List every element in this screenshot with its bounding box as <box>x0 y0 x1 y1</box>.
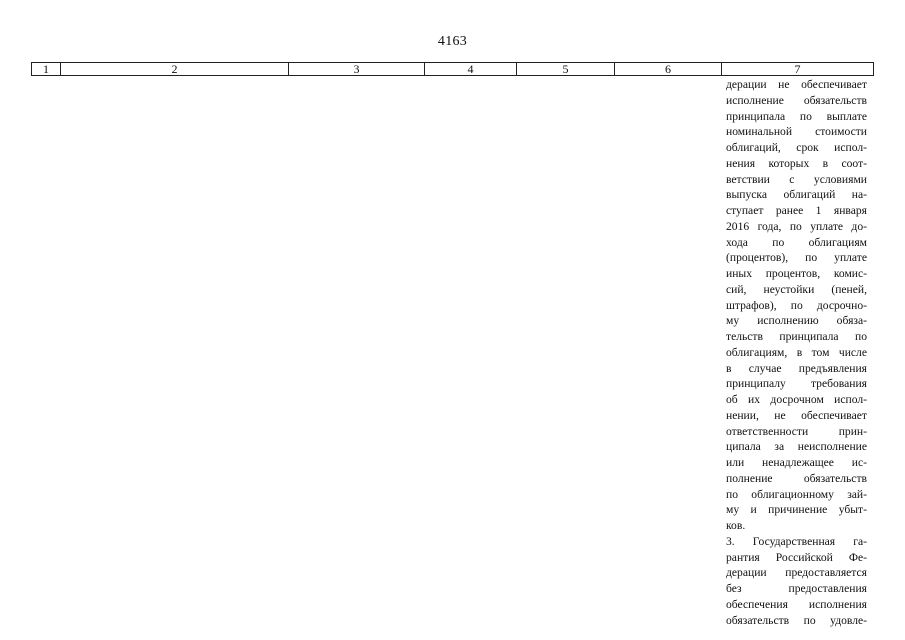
column-7-line: нения которых в соот- <box>726 156 867 170</box>
column-header-7: 7 <box>794 62 801 76</box>
column-7-line: об их досрочном испол- <box>726 393 867 406</box>
column-7-line: облигаций, срок испол- <box>726 141 867 154</box>
column-header-2: 2 <box>61 63 289 75</box>
column-7-line: ветствии с условиями <box>726 172 867 186</box>
page-number: 4163 <box>437 34 468 49</box>
column-7-line: принципалу требования <box>726 377 867 391</box>
column-7-line: или ненадлежащее ис- <box>726 456 867 469</box>
column-header-5: 5 <box>517 63 615 75</box>
column-header-1: 1 <box>32 63 61 75</box>
column-7-line: принципала по выплате <box>726 109 867 123</box>
column-7-line: ципала за неисполнение <box>726 440 867 454</box>
column-7-line: штрафов), по досрочно- <box>726 298 867 312</box>
column-header-3: 3 <box>289 63 425 75</box>
column-7-line: (процентов), по уплате <box>726 251 867 265</box>
column-7-line: выпуска облигаций на- <box>726 188 867 202</box>
column-7-line: сий, неустойки (пеней, <box>726 282 867 296</box>
table-header-row <box>31 62 874 76</box>
column-header-4: 4 <box>425 63 517 75</box>
column-7-line: рантия Российской Фе- <box>726 550 867 564</box>
column-7-line: ответственности прин- <box>726 424 867 438</box>
column-7-line: номинальной стоимости <box>726 125 867 139</box>
column-7-line: дерации предоставляется <box>726 566 867 580</box>
column-7-line: тельств принципала по <box>726 330 867 343</box>
column-7-line: в случае предъявления <box>726 361 867 375</box>
column-7-line: обеспечения исполнения <box>726 597 867 611</box>
column-7-line: полнение обязательств <box>726 471 867 485</box>
column-7-line: обязательств по удовле- <box>726 613 867 627</box>
column-7-text <box>726 77 867 628</box>
column-7-line: ступает ранее 1 января <box>726 204 867 217</box>
column-7-line: дерации не обеспечивает <box>726 78 867 91</box>
column-7-line: хода по облигациям <box>726 235 867 249</box>
column-7-line: му исполнению обяза- <box>726 314 867 328</box>
column-7-line: 2016 года, по уплате до- <box>726 219 867 233</box>
column-7-line: иных процентов, комис- <box>726 267 867 280</box>
column-7-line: исполнение обязательств <box>726 93 867 107</box>
column-7-line: нении, не обеспечивает <box>726 408 867 422</box>
column-header-6: 6 <box>615 63 722 75</box>
column-7-line: облигациям, в том числе <box>726 345 867 359</box>
column-7-line: 3. Государственная га- <box>726 534 867 548</box>
column-7-line: ков. <box>726 519 746 532</box>
column-7-line: му и причинение убыт- <box>726 503 867 517</box>
column-7-line: без предоставления <box>726 582 867 595</box>
column-7-line: по облигационному зай- <box>726 487 867 501</box>
